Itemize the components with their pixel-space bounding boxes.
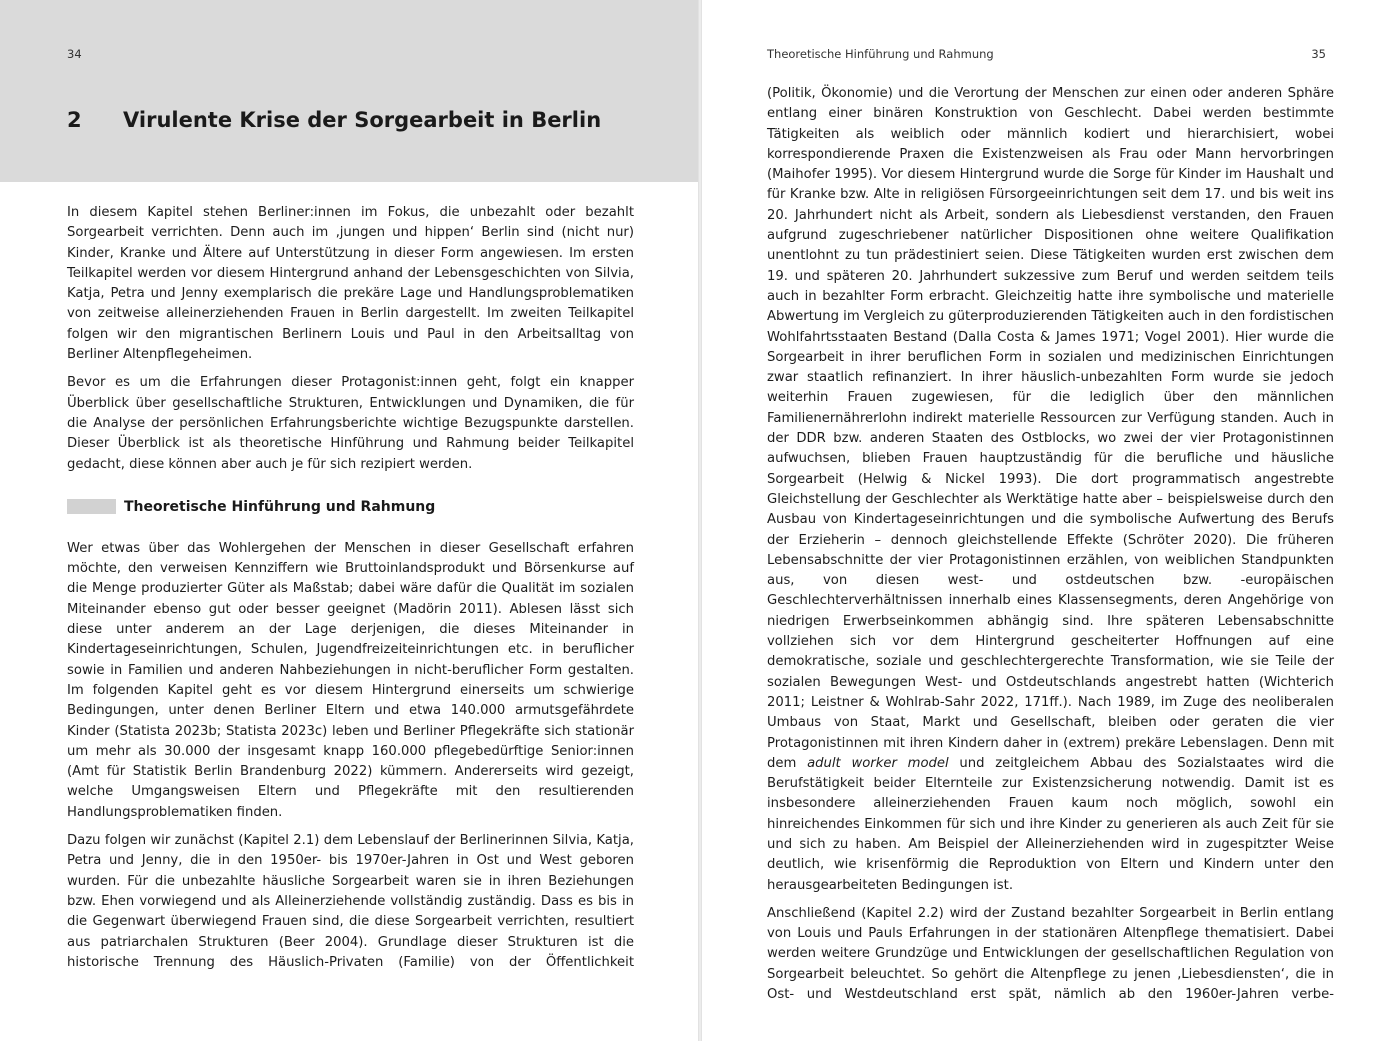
paragraph bbox=[767, 84, 1334, 896]
emphasis-term: adult worker model bbox=[807, 755, 949, 771]
chapter-title-text: Virulente Krise der Sorgearbeit in Berlin bbox=[123, 108, 602, 132]
paragraph: In diesem Kapitel stehen Berliner:innen im Fokus, die unbezahlt oder bezahlt Sorgearbeit verrichten. Denn auch im ‚jungen und hippen‘ Berlin sind (nicht nur) Kinder, Kranke und Ältere auf Unterstützung in dieser Form angewiesen. Im ersten Teilkapitel werden vor diesem Hintergrund anhand der Lebensgeschichten von Silvia, Katja, Petra und Jenny exemplarisch die prekäre Lage und Handlungsproblematiken von zeitweise alleinerziehenden Frauen in Berlin dargestellt. Im zweiten Teilkapitel folgen wir den migrantischen Berlinern Louis und Paul in den Arbeitsalltag von Berliner Altenpflegeheimen. bbox=[67, 205, 634, 363]
left-page bbox=[0, 0, 698, 1041]
paragraph-text: und zeitgleichem Abbau des Sozialstaates wird die Berufstätigkeit beider Elternteile zur Existenzsicherung notwendig. Damit ist es insbesondere alleinerziehenden Frauen kaum noch möglich, sowohl ein hinreichendes Einkommen für sich und ihre Kinder zu generieren als auch Zeit für sie und sich zu haben. Am Beispiel der Alleinerziehenden wird in zugespitzter Weise deutlich, wie krisenförmig die Reproduktion von Eltern und Kindern unter den herausgearbeiteten Bedingungen ist. bbox=[767, 755, 1334, 893]
section-marker-bar bbox=[67, 499, 116, 514]
running-head: Theoretische Hinführung und Rahmung bbox=[767, 47, 994, 61]
paragraph: Anschließend (Kapitel 2.2) wird der Zustand bezahlter Sorgearbeit in Berlin entlang von Louis und Pauls Erfahrungen in der stationären Altenpflege thematisiert. Dabei werden weitere Grundzüge und Entwicklungen der gesellschaftlichen Regulation von Sorgearbeit beleuchtet. So gehört die Altenpflege zu jenen ‚Liebesdiensten‘, die in Ost- und Westdeutschland erst spät, nämlich ab den 1960er-Jahren verbe- bbox=[767, 905, 1334, 1003]
chapter-number: 2 bbox=[67, 108, 82, 132]
section-heading-text: Theoretische Hinführung und Rahmung bbox=[124, 498, 436, 515]
paragraph: Bevor es um die Erfahrungen dieser Protagonist:innen geht, folgt ein knapper Überblick über gesellschaftliche Strukturen, Entwicklungen und Dynamiken, die für die Analyse der persönlichen Erfahrungsberichte wichtige Bezugspunkte darstellen. Dieser Überblick ist als theoretische Hinführung und Rahmung beider Teilkapitel gedacht, diese können aber auch je für sich rezipiert werden. bbox=[67, 375, 634, 472]
paragraph-text: (Politik, Ökonomie) und die Verortung der Menschen zur einen oder anderen Sphäre entlang einer binären Konstruktion von Geschlecht. Dabei werden bestimmte Tätigkeiten als weiblich oder männlich kodiert und hierarchisiert, wobei korrespondierende Praxen die Existenzweisen als Frau oder Mann hervorbringen (Maihofer 1995). Vor diesem Hintergrund wurde die Sorge für Kinder im Haushalt und für Kranke bzw. Alte in religiösen Fürsorgeeinrichtungen seit dem 17. und bis weit ins 20. Jahrhundert nicht als Arbeit, sondern als Liebesdienst verstanden, den Frauen aufgrund zugeschriebener natürlicher Dispositionen ohne weitere Qualifikation unentlohnt zu tun prädestiniert seien. Diese Tätigkeiten wurden erst zwischen dem 19. und späteren 20. Jahrhundert sukzessive zum Beruf und werden seitdem teils auch in bezahlter Form erbracht. Gleichzeitig hatte ihre symbolische und materielle Abwertung im Vergleich zu güterproduzierenden Tätigkeiten auch in den fordistischen Wohlfahrtsstaaten Bestand (Dalla Costa & James 1971; Vogel 2001). Hier wurde die Sorgearbeit in ihrer beruflichen Form in sozialen und medizinischen Einrichtungen zwar staatlich refinanziert. In ihrer häuslich-unbezahlten Form wurde sie jedoch weiterhin Frauen zugewiesen, für die lediglich über den männlichen Familienernährerlohn indirekt materielle Ressourcen zur Verfügung standen. Auch in der DDR bzw. anderen Staaten des Ostblocks, wo zwei der vier Protagonistinnen aufwuchsen, blieben Frauen hauptzuständig für die berufliche und häusliche Sorgearbeit (Helwig & Nickel 1993). Die dort programmatisch angestrebte Gleichstellung der Geschlechter als Werktätige hatte aber – beispielsweise durch den Ausbau von Kindertageseinrichtungen und die symbolische Aufwertung des Berufs der Erzieherin – dennoch gleichstellende Effekte (Schröter 2020). Die früheren Lebensabschnitte der vier Protagonistinnen erzählen, von weiblichen Standpunkten aus, von diesen west- und ostdeutschen bzw. -europäischen Geschlechterverhältnissen innerhalb eines Klassensegments, deren Angehörige von niedrigen Erwerbseinkommen abhängig sind. Ihre späteren Lebensabschnitte vollziehen sich vor dem Hintergrund gescheiterter Hoffnungen auf eine demokratische, soziale und geschlechtergerechte Transformation, wie sie Teile der sozialen Bewegungen West- und Ostdeutschlands angestrebt hatten (Wichterich 2011; Leistner & Wohlrab-Sahr 2022, 171ff.). Nach 1989, im Zuge des neoliberalen Umbaus von Staat, Markt und Gesellschaft, bleiben oder geraten die vier Protagonistinnen mit ihren Kindern daher in (extrem) prekäre Lebenslagen. Denn mit dem bbox=[767, 86, 1334, 771]
left-body-text bbox=[67, 203, 634, 973]
section-heading bbox=[67, 496, 634, 518]
page-number-left: 34 bbox=[67, 47, 82, 61]
right-page bbox=[702, 0, 1400, 1041]
chapter-title bbox=[67, 108, 667, 132]
chapter-header-band bbox=[0, 0, 698, 182]
page-number-right: 35 bbox=[1311, 47, 1326, 61]
paragraph: Wer etwas über das Wohlergehen der Menschen in dieser Gesellschaft erfahren möchte, den verweisen Kennziffern wie Bruttoinlandsprodukt und Börsenkurse auf die Menge produzierter Güter als Maßstab; dabei wäre dafür die Qualität im sozialen Miteinander ebenso gut oder besser geeignet (Madörin 2011). Ablesen lässt sich diese unter anderem an der Lage derjenigen, die dieses Miteinander in Kindertageseinrichtungen, Schulen, Jugendfreizeiteinrichtungen etc. in beruflicher sowie in Familien und anderen Nahbeziehungen in nicht-beruflicher Form gestalten. Im folgenden Kapitel geht es vor diesem Hintergrund einerseits um schwierige Bedingungen, unter denen Berliner Eltern und etwa 140.000 armutsgefährdete Kinder (Statista 2023b; Statista 2023c) leben und Berliner Pflegekräfte sich stationär um mehr als 30.000 der insgesamt knapp 160.000 pflegebedürftige Senior:innen (Amt für Statistik Berlin Brandenburg 2022) kümmern. Andererseits wird gezeigt, welche Umgangsweisen Eltern und Pflegekräfte mit den resultierenden Handlungsproblematiken finden. bbox=[67, 540, 634, 820]
paragraph: Dazu folgen wir zunächst (Kapitel 2.1) dem Lebenslauf der Berlinerinnen Silvia, Katja, Petra und Jenny, die in den 1950er- bis 1970er-Jahren in Ost und West geboren wurden. Für die unbezahlte häusliche Sorgearbeit waren sie in ihren Beziehungen bzw. Ehen vorwiegend und als Alleinerziehende vollständig zuständig. Dass es bis in die Gegenwart überwiegend Frauen sind, die diese Sorgearbeit verrichten, resultiert aus patriarchalen Strukturen (Beer 2004). Grundlage dieser Strukturen ist die historische Trennung des Häuslich-Privaten (Familie) von der Öffentlichkeit bbox=[67, 833, 634, 970]
right-body-text bbox=[767, 84, 1334, 1005]
